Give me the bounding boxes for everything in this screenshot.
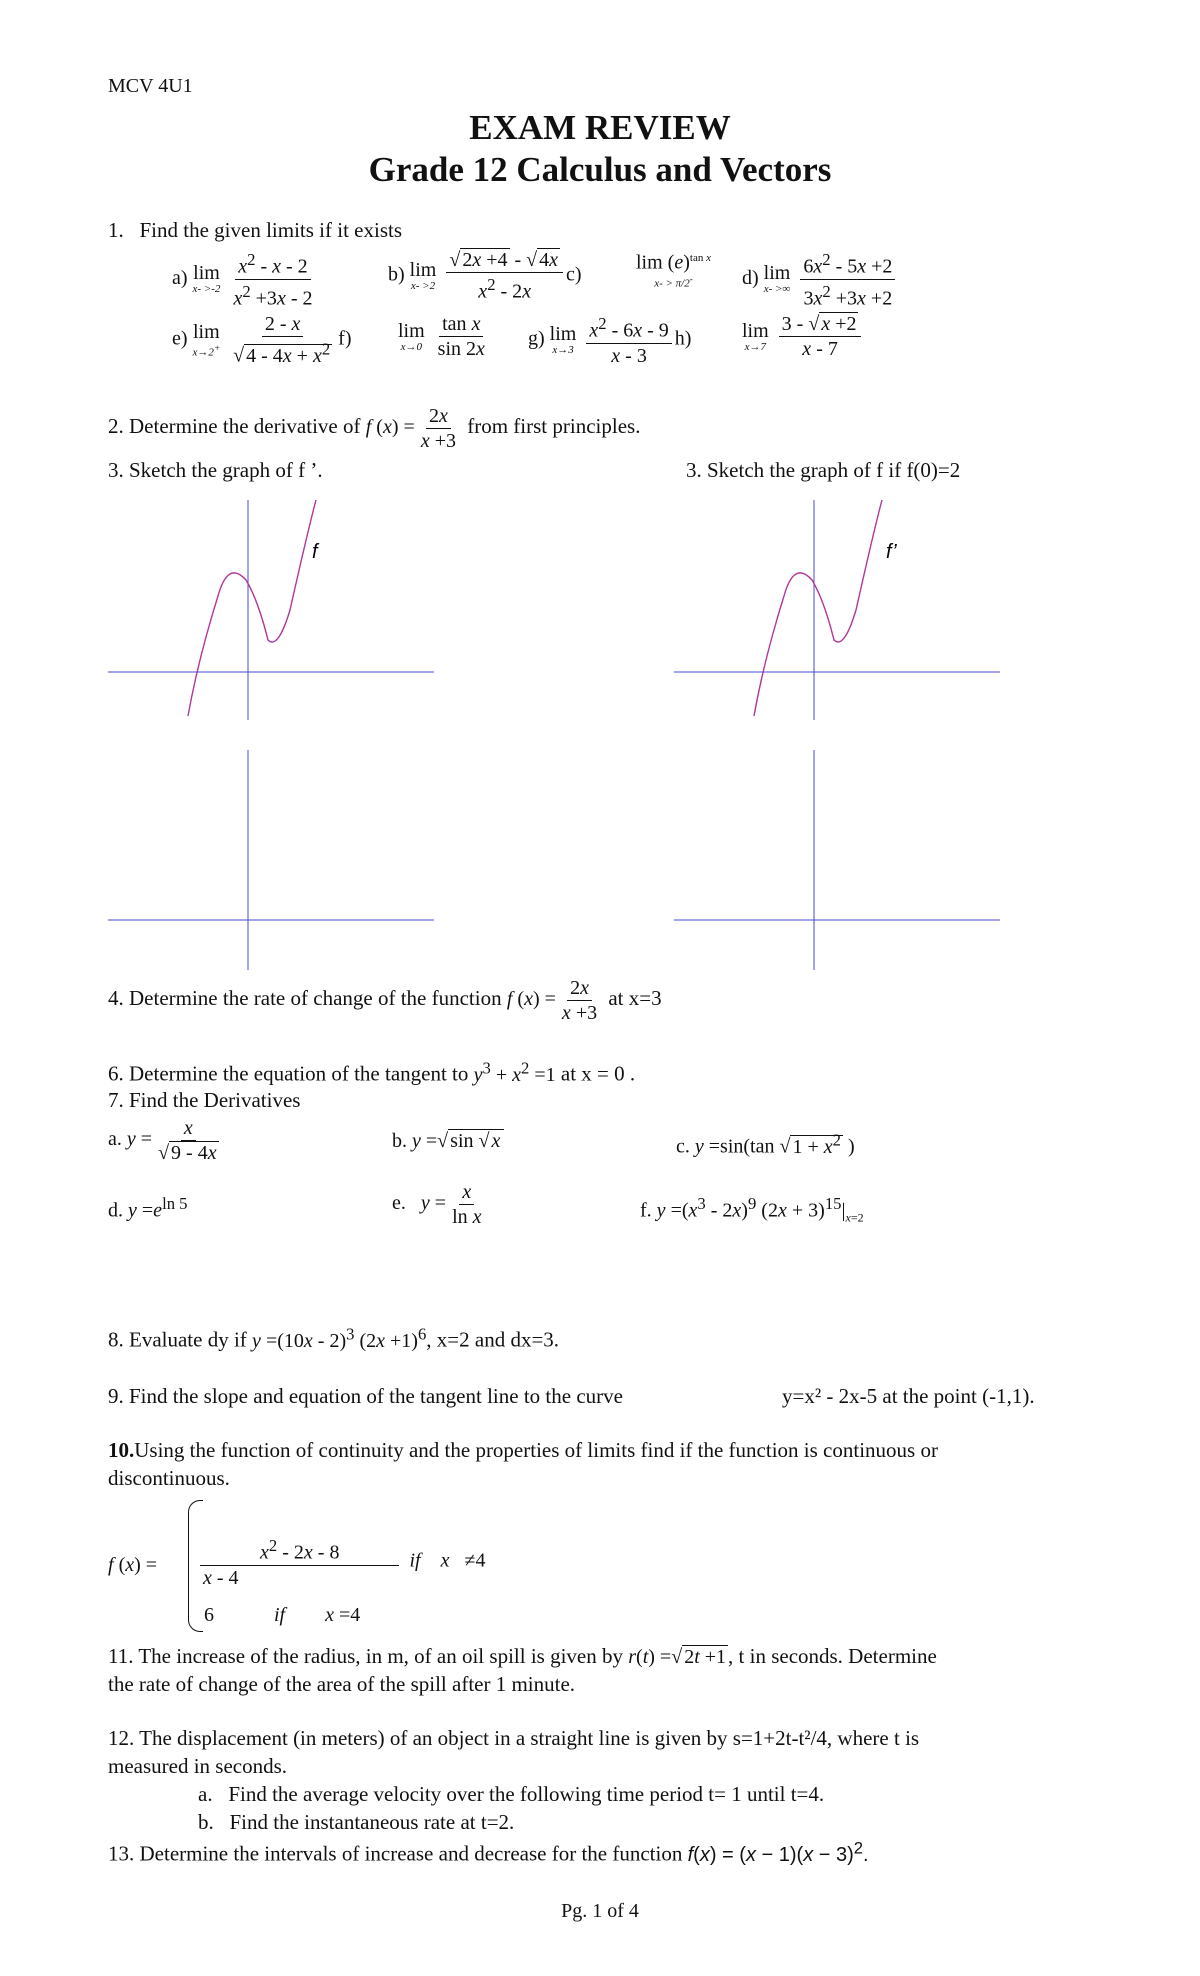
page-number: Pg. 1 of 4 — [561, 1900, 639, 1922]
question-12: 12. The displacement (in meters) of an object in a straight line is given by s=1+2t-t²/4, where t is — [108, 1726, 920, 1750]
question-2: 2. Determine the derivative of f (x) = $\frac{2x}{x +3}$ from first principles. — [108, 405, 641, 452]
course-code: MCV 4U1 — [108, 75, 193, 97]
deriv-d: d. $y =e^{ln 5}$ — [108, 1194, 188, 1222]
question-11-line2: the rate of change of the area of the spill after 1 minute. — [108, 1672, 576, 1696]
limit-c: $\lim (e)^{tan x}$ x- > π/2- — [636, 251, 711, 290]
deriv-b: b. y =√ sin √ x — [392, 1130, 504, 1153]
curve-f — [188, 500, 316, 716]
deriv-c: c. y =sin(tan √ $1 + x^2$ ) — [676, 1130, 855, 1158]
limit-d: d) lim x- >∞ $\frac{6x^2 - 5x +2}{3x^2 +3x +2}$ — [742, 248, 898, 310]
graph-label-f: f — [312, 541, 318, 563]
question-13: 13. Determine the intervals of increase and decrease for the function $f(x) = (x - 1)(x - 3)^2$. — [108, 1838, 869, 1866]
question-4: 4. Determine the rate of change of the function f (x) = $\frac{2x}{x +3}$ at x=3 — [108, 977, 662, 1024]
graph-label-f-prime: f’ — [886, 541, 897, 563]
graph-blank-right — [674, 750, 1000, 970]
page-title: EXAM REVIEW — [469, 108, 731, 147]
graph-blank-left — [108, 750, 434, 970]
limit-f: lim x→0 $\frac{\text{tan x}}{\sin 2x}$ — [398, 313, 485, 360]
limit-a: a) lim x- >-2 $\frac{x^2 - x - 2}{x^2 +3x - 2}$ — [172, 250, 313, 310]
question-12a: a. Find the average velocity over the following time period t= 1 until t=4. — [198, 1782, 825, 1806]
deriv-f: f. $y =(x^3 - 2x)^9$ $(2x + 3)^{15}|_{x=2}$ — [640, 1194, 864, 1225]
limit-b: b) lim x- >2 $\frac{√ 2x +4 - √ 4x}{x^2 - 2x}$ c) — [388, 249, 582, 303]
limit-h: lim x→7 $\frac{3 - √ x +2}{x - 7}$ — [742, 312, 864, 361]
question-8: 8. Evaluate dy if y =(10x - 2)$^3$ $(2x +1)^6$, x=2 and dx=3. — [108, 1324, 560, 1352]
question-3a: 3. Sketch the graph of f ’. — [108, 458, 323, 482]
question-9: 9. Find the slope and equation of the tangent line to the curve — [108, 1384, 623, 1408]
curve-f-prime — [754, 500, 882, 716]
limit-e: e) lim x→2+ $\frac{2 - x}{√ 4 - 4x + x^2}$ f) — [172, 313, 352, 367]
question-9-curve: y=x² - 2x-5 at the point (-1,1). — [782, 1384, 1035, 1408]
graph-f-prime — [674, 500, 1000, 720]
question-10: 10.Using the function of continuity and the properties of limits find if the function is continuous or — [108, 1438, 938, 1462]
question-6: 6. Determine the equation of the tangent to $y^3 + x^2 =1$ at x = 0 . — [108, 1058, 636, 1086]
deriv-e: e. y = $\frac{x}{\text{ln x}}$ — [392, 1181, 482, 1228]
question-12b: b. Find the instantaneous rate at t=2. — [198, 1810, 515, 1834]
question-10-line2: discontinuous. — [108, 1466, 230, 1490]
question-1: 1. Find the given limits if it exists — [108, 218, 402, 242]
limit-g: g) lim x→3 $\frac{x^2 - 6x - 9}{x - 3}$ h) — [528, 314, 692, 367]
question-12-line2: measured in seconds. — [108, 1754, 288, 1778]
deriv-a: a. y = $\frac{x}{√ 9 - 4x}$ — [108, 1117, 217, 1164]
question-11: 11. The increase of the radius, in m, of an oil spill is given by r(t) =√ 2t +1, t in seconds. Determine — [108, 1644, 937, 1668]
question-3b: 3. Sketch the graph of f if f(0)=2 — [686, 458, 961, 482]
graph-f — [108, 500, 434, 720]
question-7: 7. Find the Derivatives — [108, 1088, 301, 1112]
page-subtitle: Grade 12 Calculus and Vectors — [368, 150, 832, 189]
